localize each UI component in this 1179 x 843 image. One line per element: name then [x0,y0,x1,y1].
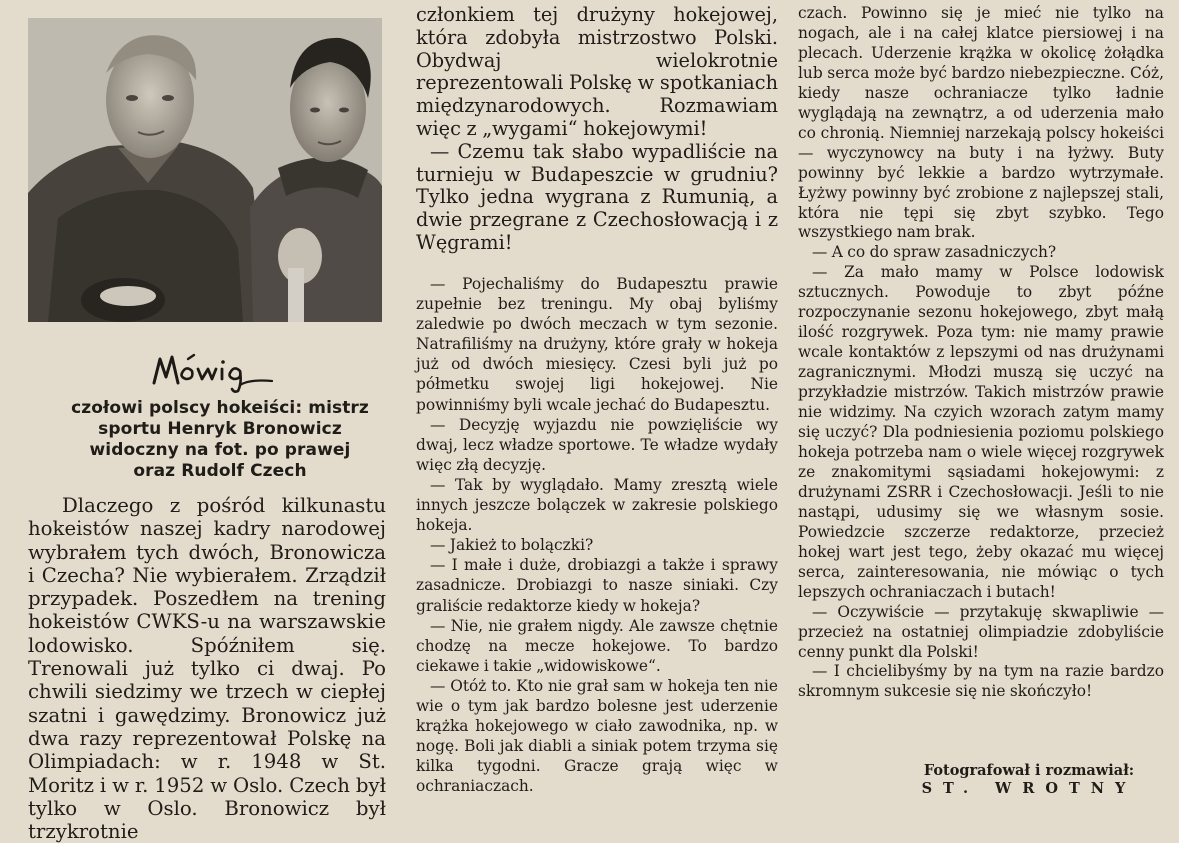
column-2-question: — Czemu tak słabo wypadliście na turnieju w Budapeszcie w grudniu? Tylko jedna wygrana z Rumunią, a dwie przegrane z Czechosłowacją i z Węgrami! [416,139,778,254]
article-heading [150,345,280,395]
column-2-lead-paragraph: członkiem tej drużyny hokejowej, która zdobyła mistrzostwo Polski. Obydwaj wielokrotnie reprezentowali Polskę w spotkaniach międzynarodowych. Rozmawiam więc z „wygami“ hokejowymi! [416,3,778,140]
column-2-paragraph: — Otóż to. Kto nie grał sam w hokeja ten nie wie o tym jak bardzo bolesne jest uderzenie krążka hokejowego w ciało zawodnika, np. w nogę. Boli jak diabli a siniak potem trzyma się kilka tygodni. Gracze grają więc w ochraniaczach. [416,676,778,796]
column-2-paragraph: — Jakież to bolączki? [430,536,594,555]
column-2-body [416,274,778,796]
column-3-paragraph: — A co do spraw zasadniczych? [812,243,1057,262]
column-2-paragraph: — Pojechaliśmy do Budapesztu prawie zupełnie bez treningu. My obaj byliśmy zaledwie po dwóch meczach w tym sezonie. Natrafiliśmy na drużyny, które grały w hokeja już od dwóch miesięcy. Czesi byli już po półmetku swojej ligi hokejowej. Nie powinniśmy byli wcale jechać do Budapesztu. [416,275,778,414]
column-3-paragraph: czach. Powinno się je mieć nie tylko na nogach, ale i na całej klatce piersiowej i na plecach. Uderzenie krążka w okolicę żołądka lub serca może być bardzo niebezpieczne. Cóż, kiedy nasze ochraniacze tylko ładnie wyglądają na zewnątrz, a od uderzenia mało co chronią. Niemniej narzekają polscy hokeiści — wyczynowcy na buty i na łyżwy. Buty powinny być lekkie a bardzo wytrzymałe. Łyżwy powinny być zrobione z najlepszej stali, która nie tępi się zbyt szybko. Tego wszystkiego nam brak. [798,4,1164,242]
column-2-paragraph: — Decyzję wyjazdu nie powzięliście wy dwaj, lecz władze sportowe. Te władze wydały więc złą decyzję. [416,415,778,474]
column-2-lead [416,4,778,255]
column-2-paragraph: — I małe i duże, drobiazgi a także i sprawy zasadnicze. Drobiazgi to nasze siniaki. Czy graliście redaktorze kiedy w hokeja? [416,556,778,615]
column-2-paragraph: — Tak by wyglądało. Mamy zresztą wiele innych jeszcze bolączek w zakresie polskiego hokeja. [416,475,778,535]
intro-paragraph: Dlaczego z pośród kilkunastu hokeistów naszej kadry narodowej wybrałem tych dwóch, Bronowicza i Czecha? Nie wybierałem. Zrządził przypadek. Poszedłem na trening hokeistów CWKS-u na warszawskie lodowisko. Spóźniłem się. Trenowali już tylko ci dwaj. Po chwili siedzimy we trzech w ciepłej szatni i gawędzimy. Bronowicz już dwa razy reprezentował Polskę na Olimpiadach: w r. 1948 w St. Moritz i w r. 1952 w Oslo. Czech był tylko w Oslo. Bronowicz był trzykrotnie [28,494,386,843]
heading-script-lettering-icon [150,345,280,395]
column-3-paragraph: — Za mało mamy w Polsce lodowisk sztucznych. Powoduje to zbyt późne rozpoczynanie sezonu hokejowego, zbyt małą ilość rozgrywek. Poza tym: nie mamy prawie wcale kontaktów z lepszymi od nas drużynami zagranicznymi. Młodzi muszą się uczyć na przykładzie mistrzów. Takich mistrzów prawie nie widzimy. Na czyich wzorach zatym mamy się uczyć? Dla podniesienia poziomu polskiego hokeja potrzeba nam o wiele więcej rozgrywek ze znakomitymi sąsiadami hokejowymi: z drużynami ZSRR i Czechosłowacji. Jeśli to nie nastąpi, udusimy się we własnym sosie. Powiedzcie szczerze redaktorze, przecież hokej wart jest tego, żeby okazać mu więcej serca, zainteresowania, nie mówiąc o tych lepszych ochraniaczach i butach! [798,263,1164,601]
column-3-paragraph: — I chcielibyśmy by na tym na razie bardzo skromnym sukcesie się nie skończyło! [798,662,1164,701]
column-2-paragraph: — Nie, nie grałem nigdy. Ale zawsze chętnie chodzę na mecze hokejowe. To bardzo ciekawe i takie „widowiskowe“. [416,616,778,675]
photo-two-hockey-players-icon [28,18,382,322]
hockey-players-photo [28,18,382,322]
column-3-paragraph: — Oczywiście — przytakuję skwapliwie — przecież na ostatniej olimpiadzie zdobyliście cenny punkt dla Polski! [798,602,1164,661]
byline-author: ST. WROTNY [921,780,1137,797]
byline-label: Fotografował i rozmawiał: [923,762,1135,779]
byline-credit [884,762,1174,798]
photo-caption: czołowi polscy hokeiści: mistrz sportu Henryk Bronowicz widoczny na fot. po prawej oraz Rudolf Czech [71,398,369,481]
column-3 [798,4,1164,702]
